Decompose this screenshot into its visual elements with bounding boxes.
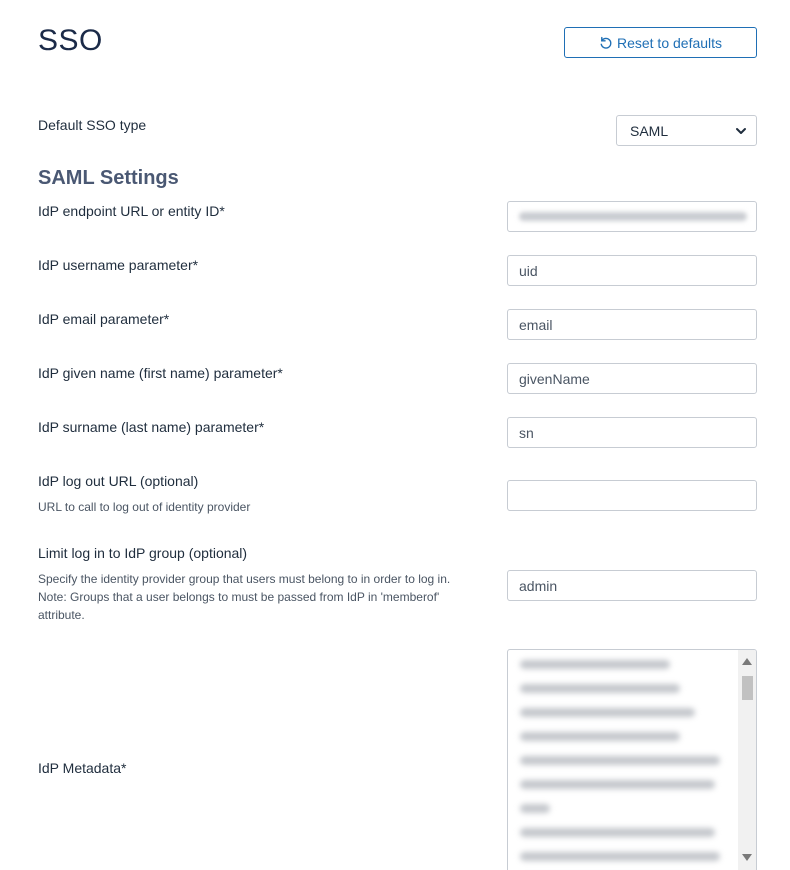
idp-email-label: IdP email parameter* — [38, 311, 170, 327]
idp-surname-input[interactable]: sn — [507, 417, 757, 448]
idp-group-help-line: attribute. — [38, 608, 85, 622]
idp-logout-url-help: URL to call to log out of identity provider — [38, 500, 251, 514]
metadata-scrollbar[interactable] — [738, 650, 756, 870]
idp-endpoint-input[interactable] — [507, 201, 757, 232]
scroll-down-arrow-icon[interactable] — [742, 854, 752, 861]
redacted-metadata — [520, 660, 720, 870]
scroll-thumb[interactable] — [742, 676, 753, 700]
scroll-up-arrow-icon[interactable] — [742, 658, 752, 665]
redacted-value — [519, 212, 747, 221]
idp-given-name-input[interactable]: givenName — [507, 363, 757, 394]
idp-logout-url-label: IdP log out URL (optional) — [38, 473, 199, 489]
idp-given-name-label: IdP given name (first name) parameter* — [38, 365, 283, 381]
idp-surname-label: IdP surname (last name) parameter* — [38, 419, 265, 435]
reset-button-label: Reset to defaults — [616, 34, 723, 51]
idp-group-help-line: Note: Groups that a user belongs to must be passed from IdP in 'memberof' — [38, 590, 440, 604]
default-sso-type-label: Default SSO type — [38, 117, 147, 133]
idp-group-label: Limit log in to IdP group (optional) — [38, 545, 248, 561]
idp-endpoint-label: IdP endpoint URL or entity ID* — [38, 203, 225, 219]
sso-type-value: SAML — [630, 122, 669, 139]
idp-group-help-line: Specify the identity provider group that users must belong to in order to log in. — [38, 572, 451, 586]
idp-metadata-textarea[interactable] — [507, 649, 757, 870]
idp-username-label: IdP username parameter* — [38, 257, 199, 273]
page-title: SSO — [38, 24, 103, 57]
chevron-down-icon — [735, 125, 747, 137]
idp-metadata-label: IdP Metadata* — [38, 760, 127, 776]
reset-to-defaults-button[interactable] — [564, 27, 757, 58]
idp-username-input[interactable]: uid — [507, 255, 757, 286]
saml-settings-heading: SAML Settings — [38, 167, 179, 189]
idp-email-input[interactable]: email — [507, 309, 757, 340]
reset-icon — [599, 36, 613, 50]
idp-logout-url-input[interactable] — [507, 480, 757, 511]
sso-type-select[interactable] — [616, 115, 757, 146]
idp-group-input[interactable]: admin — [507, 570, 757, 601]
